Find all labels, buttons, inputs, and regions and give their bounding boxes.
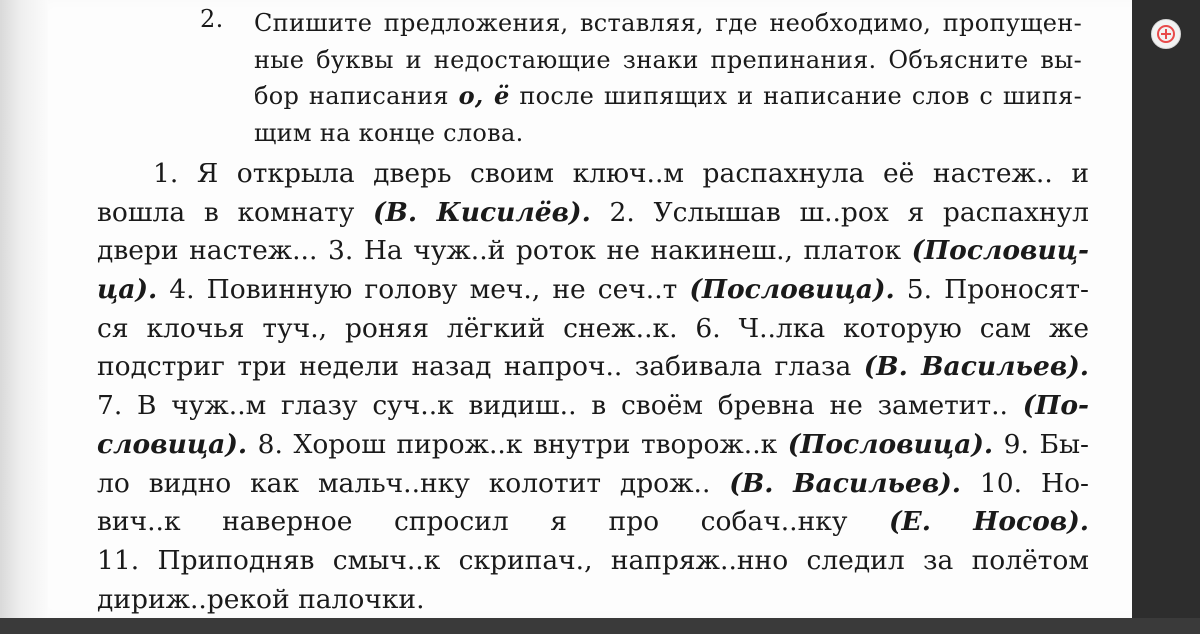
task-number: 2.	[200, 5, 224, 33]
exercise-line	[97, 503, 1089, 542]
text-fragment: бор написания	[254, 82, 459, 110]
task-text	[254, 5, 1082, 151]
exercise-line	[97, 542, 1089, 581]
text-fragment: подстриг три недели назад напроч.. забивала глаза	[97, 351, 864, 383]
task-line	[254, 42, 1082, 79]
exercise-text	[97, 155, 1089, 619]
text-fragment: ло видно как мальч..нку колотит дрож..	[97, 467, 730, 499]
source-reference: (В. Васильев).	[729, 467, 962, 499]
source-reference: (Пословица).	[689, 274, 895, 306]
exercise-line	[97, 194, 1089, 233]
text-fragment: 11. Приподняв смыч..к скрипач., напряж..нно следил за полётом	[97, 544, 1089, 576]
source-reference: (В. Кисилёв).	[372, 196, 591, 228]
exercise-line	[97, 310, 1089, 349]
text-fragment: 4. Повинную голову меч., не сеч..т	[157, 274, 690, 306]
exercise-line	[97, 581, 1089, 620]
text-fragment: 2. Услышав ш..рох я распахнул	[590, 196, 1089, 228]
exercise-line	[97, 426, 1089, 465]
exercise-line	[97, 465, 1089, 504]
source-reference: (Пословица).	[787, 428, 994, 460]
source-reference: (Пословиц-	[911, 235, 1089, 267]
source-reference: словица).	[97, 428, 248, 460]
source-reference: (В. Васильев).	[863, 351, 1090, 383]
source-reference: (Е. Носов).	[888, 506, 1089, 538]
add-note-button[interactable]	[1151, 19, 1181, 49]
text-fragment: двери настеж... 3. На чуж..й роток не накинеш., платок	[97, 235, 912, 267]
exercise-line	[97, 271, 1089, 310]
viewer-bottom-bar	[0, 618, 1200, 634]
text-fragment: щим на конце слова.	[254, 118, 524, 147]
text-fragment: 1. Я открыла дверь своим ключ..м распахнула её настеж.. и	[153, 158, 1089, 189]
text-fragment: вич..к наверное спросил я про собач..нку	[97, 506, 889, 538]
task-line	[254, 115, 1082, 152]
source-reference: (По-	[1022, 390, 1089, 422]
text-fragment: Спишите предложения, вставляя, где необходимо, пропущен-	[254, 9, 1082, 37]
text-fragment: 5. Проносят-	[894, 274, 1089, 306]
text-fragment: 7. В чуж..м глазу суч..к видиш.. в своём бревна не заметит..	[97, 390, 1023, 422]
exercise-line	[97, 232, 1089, 271]
text-fragment: ся клочья туч., роняя лёгкий снеж..к. 6. Ч..лка которую сам же	[97, 312, 1089, 344]
source-reference: ца).	[97, 274, 158, 306]
page-spine-shadow	[0, 0, 48, 618]
exercise-line	[97, 348, 1089, 387]
text-fragment: 10. Но-	[961, 467, 1090, 499]
source-reference: о, ё	[458, 81, 510, 110]
text-fragment: после шипящих и написание слов с шипя-	[509, 82, 1082, 110]
exercise-line	[97, 155, 1089, 194]
text-fragment: ные буквы и недостающие знаки препинания. Объясните вы-	[254, 45, 1082, 74]
side-panel	[1132, 0, 1200, 618]
text-fragment: 9. Бы-	[993, 428, 1089, 460]
task-line	[254, 5, 1082, 42]
text-fragment: 8. Хорош пирож..к внутри творож..к	[247, 428, 788, 460]
task-line	[254, 78, 1082, 115]
text-fragment: дириж..рекой палочки.	[97, 583, 425, 615]
text-fragment: вошла в комнату	[97, 196, 373, 228]
plus-circle-icon	[1157, 25, 1175, 43]
exercise-line	[97, 387, 1089, 426]
